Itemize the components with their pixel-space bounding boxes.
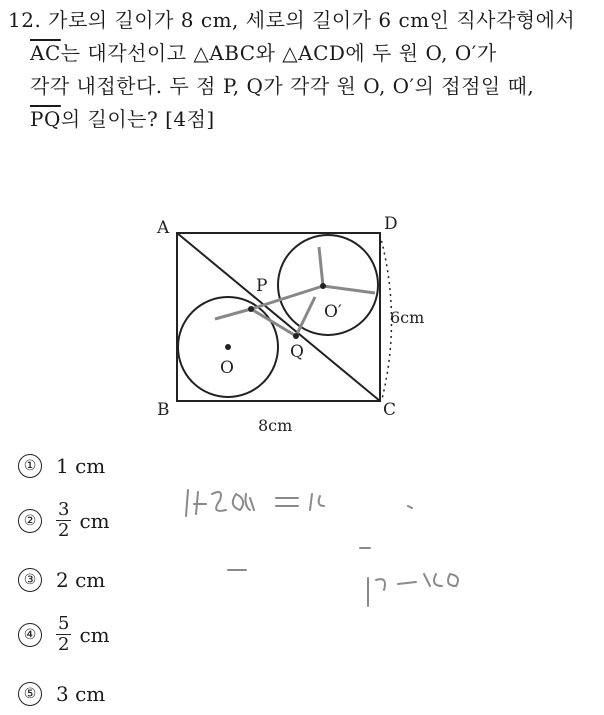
- label-c: C: [383, 400, 397, 420]
- problem-line-2: $\overline{AC}$는 대각선이고 △ABC와 △ACD에 두 원 O, O′가: [30, 41, 497, 65]
- point-p-dot: [248, 306, 254, 312]
- choice-1-number: ①: [18, 454, 42, 478]
- choice-1-text: 1 cm: [56, 454, 106, 478]
- choice-5-number: ⑤: [18, 682, 42, 706]
- label-height: 6cm: [390, 308, 425, 327]
- problem-number: 12.: [8, 8, 42, 32]
- segment-ac: $\overline{AC}$: [30, 41, 61, 65]
- label-o-prime: O′: [324, 302, 342, 322]
- choice-5[interactable]: [18, 682, 105, 706]
- label-q: Q: [290, 342, 304, 362]
- label-width: 8cm: [258, 416, 293, 435]
- choice-4-number: ④: [18, 623, 42, 647]
- handwritten-scribbles: [180, 470, 600, 630]
- choice-3-text: 2 cm: [56, 568, 106, 592]
- choice-2-fraction: $\frac{3}{2}$: [58, 499, 70, 541]
- choice-5-text: 3 cm: [56, 682, 106, 706]
- choice-4[interactable]: ④ $\frac{5}{2}$ cm: [18, 614, 110, 655]
- label-p: P: [256, 276, 268, 296]
- label-d: D: [384, 214, 398, 234]
- choice-1[interactable]: [18, 454, 105, 478]
- label-b: B: [157, 400, 170, 420]
- center-o-dot: [225, 344, 231, 350]
- point-q-dot: [293, 333, 299, 339]
- choice-3[interactable]: [18, 568, 105, 592]
- problem-text: [8, 4, 598, 136]
- choice-2[interactable]: ② $\frac{3}{2}$ cm: [18, 500, 110, 541]
- problem-line-3: 각각 내접한다. 두 점 P, Q가 각각 원 O, O′의 접점일 때,: [30, 74, 535, 98]
- choice-3-number: ③: [18, 568, 42, 592]
- problem-line-4: $\overline{PQ}$의 길이는? [4점]: [30, 107, 215, 131]
- choice-2-number: ②: [18, 509, 42, 533]
- center-o-prime-dot: [320, 283, 326, 289]
- segment-pq: $\overline{PQ}$: [30, 107, 61, 131]
- label-a: A: [157, 218, 170, 238]
- problem-line-1: 12. 가로의 길이가 8 cm, 세로의 길이가 6 cm인 직사각형에서: [8, 8, 576, 32]
- geometry-figure: [150, 205, 450, 445]
- label-o: O: [220, 358, 234, 378]
- rectangle-diagram: [150, 205, 450, 445]
- diagonal-ac: [177, 233, 380, 401]
- choice-4-fraction: $\frac{5}{2}$: [58, 613, 70, 655]
